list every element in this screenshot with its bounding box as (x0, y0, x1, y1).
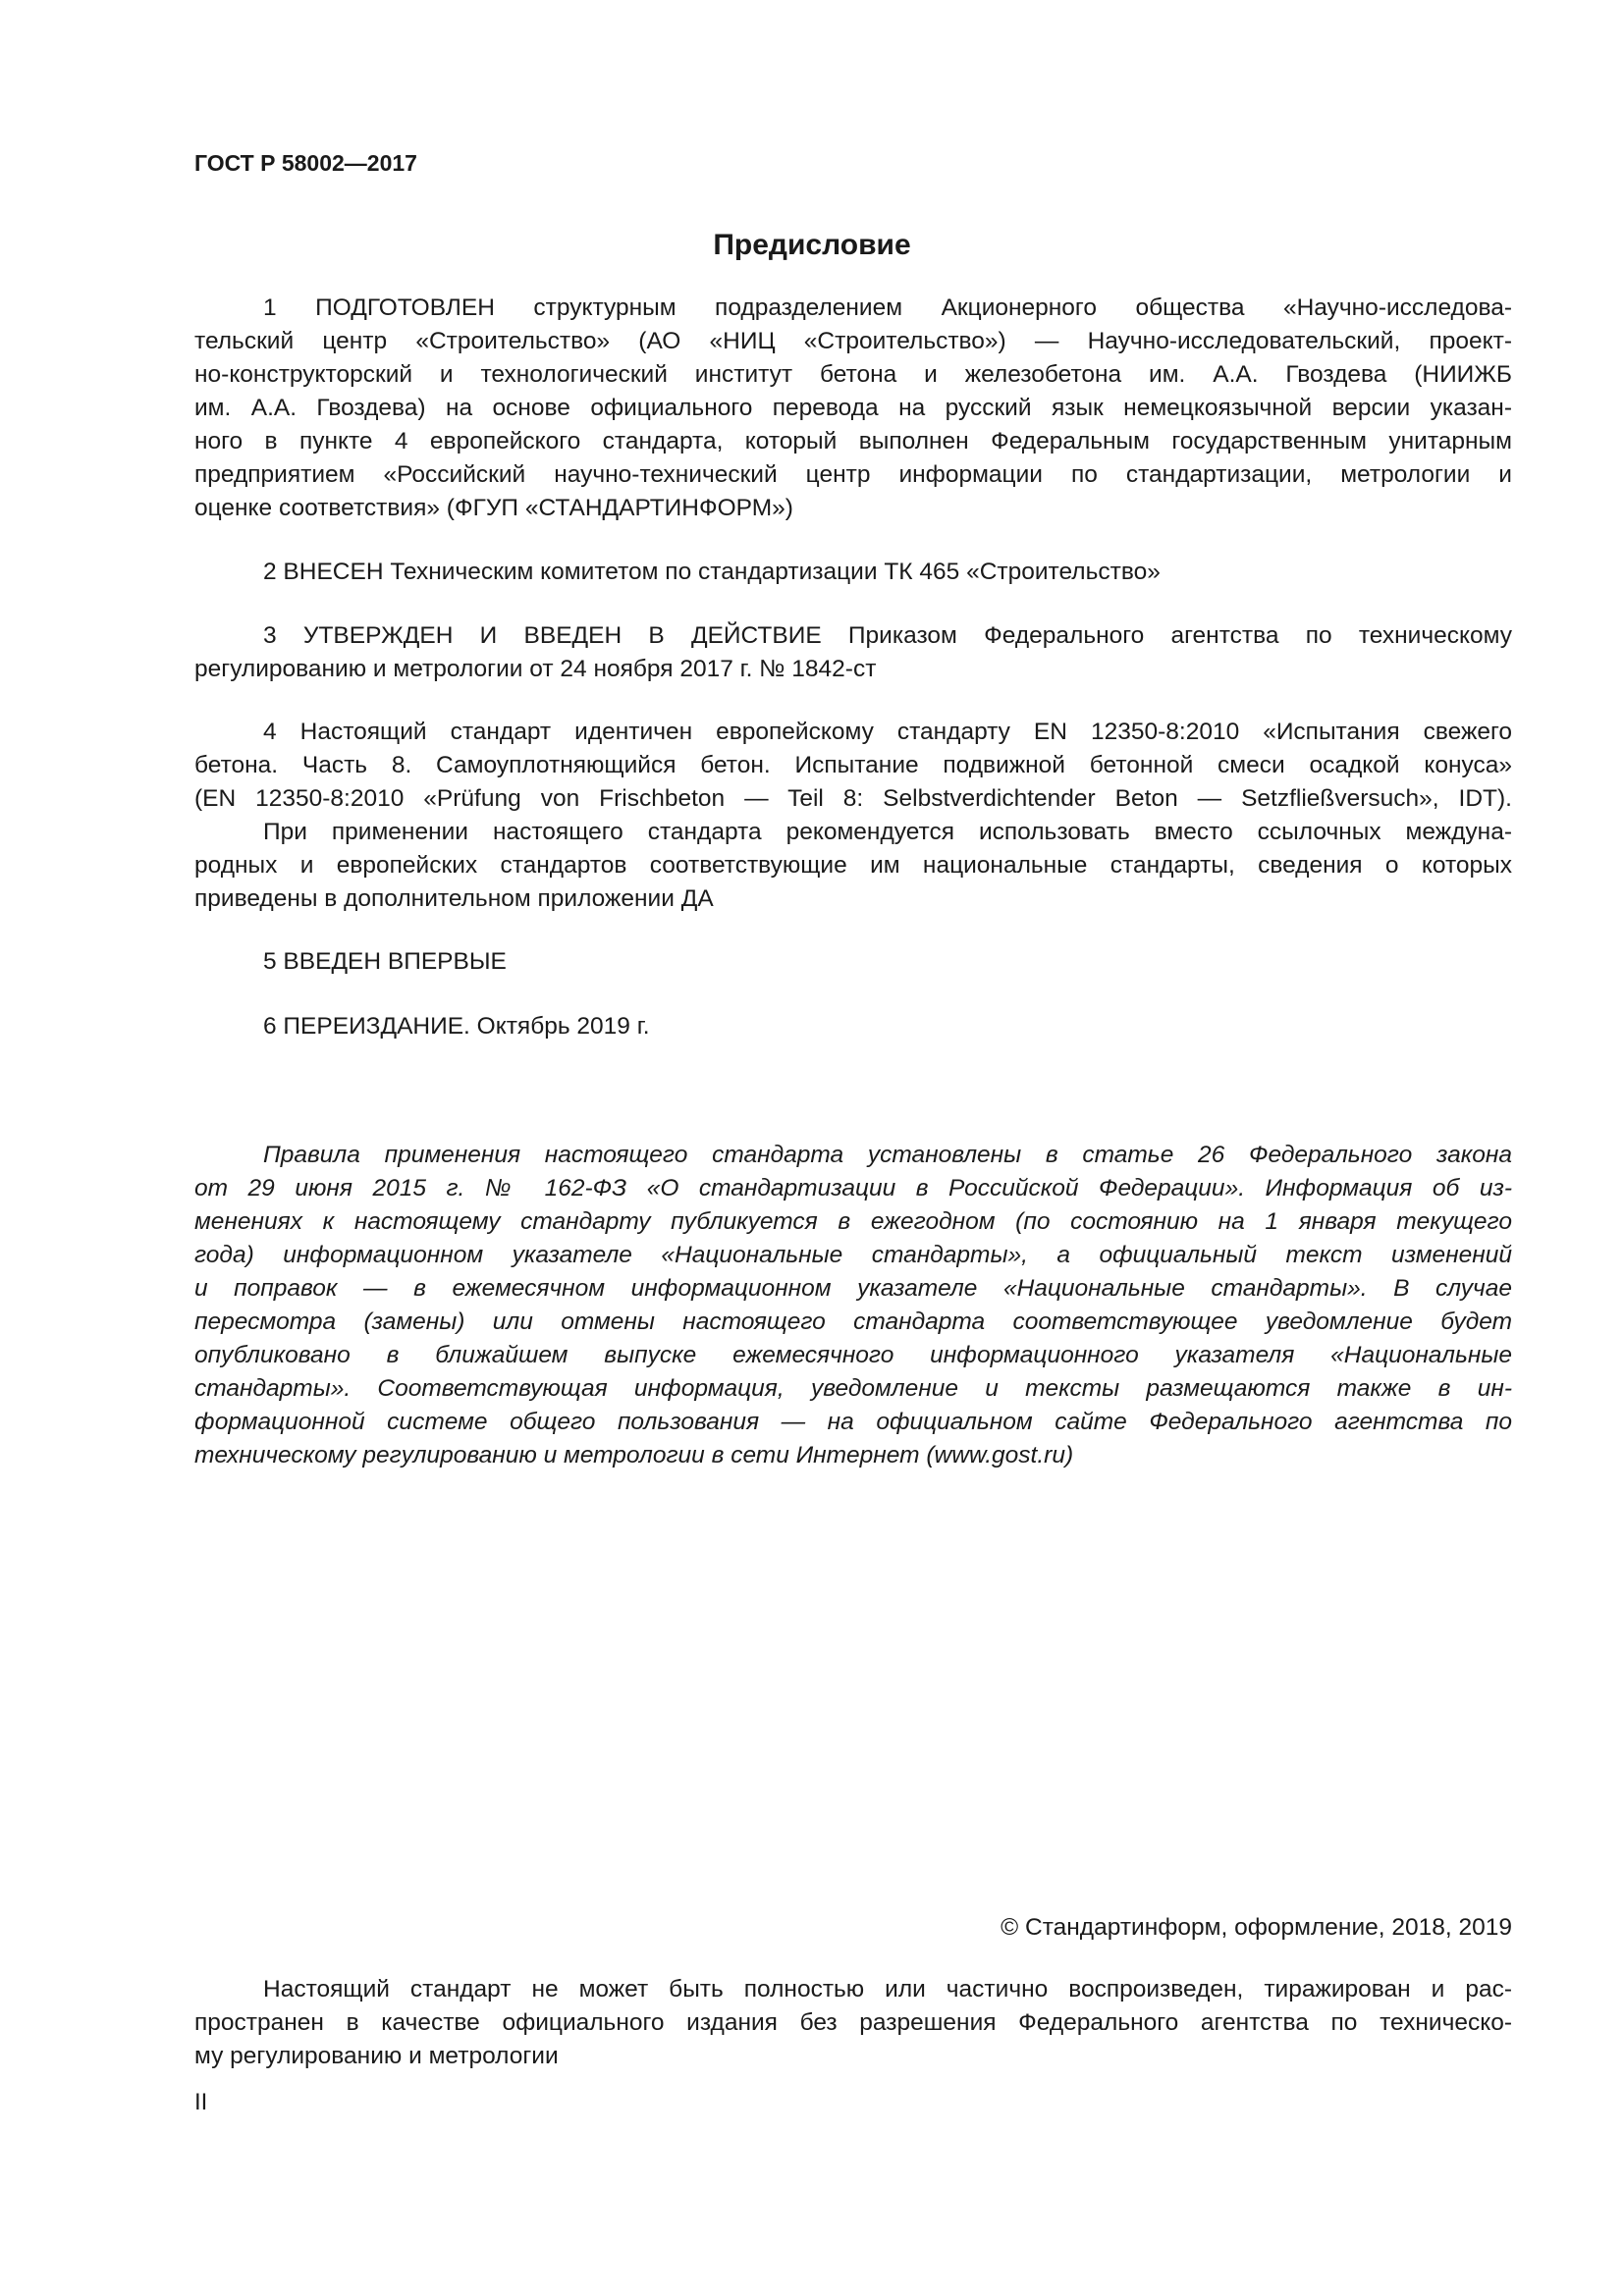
clause-2 (194, 556, 1512, 589)
text-line: формационной системе общего пользования — на официальном сайте Федерального агентства по (194, 1409, 1512, 1435)
reproduction-rights (194, 1973, 1512, 2073)
text-line: и поправок — в ежемесячном информационном указателе «Национальные стандарты». В случае (194, 1275, 1512, 1302)
text-line: Настоящий стандарт не может быть полностью или частично воспроизведен, тиражирован и рас- (263, 1976, 1512, 2002)
text-line: му регулированию и метрологии (194, 2043, 559, 2069)
clause-6 (194, 1010, 1512, 1043)
text-line: 5 ВВЕДЕН ВПЕРВЫЕ (263, 948, 507, 975)
text-line: оценке соответствия» (ФГУП «СТАНДАРТИНФОРМ») (194, 495, 793, 521)
text-line: менениях к настоящему стандарту публикуется в ежегодном (по состоянию на 1 января текущего (194, 1208, 1512, 1235)
page-number: II (194, 2089, 208, 2115)
clause-3 (194, 619, 1512, 686)
text-line: пространен в качестве официального издания без разрешения Федерального агентства по техническо- (194, 2009, 1512, 2036)
text-line: опубликовано в ближайшем выпуске ежемесячного информационного указателя «Национальные (194, 1342, 1512, 1368)
text-line: пересмотра (замены) или отмены настоящего стандарта соответствующее уведомление будет (194, 1308, 1512, 1335)
text-line: родных и европейских стандартов соответствующие им национальные стандарты, сведения о которых (194, 852, 1512, 879)
text-line: 1 ПОДГОТОВЛЕН структурным подразделением Акционерного общества «Научно-исследова- (263, 294, 1512, 321)
text-line: года) информационном указателе «Национальные стандарты», а официальный текст изменений (194, 1242, 1512, 1268)
text-line: техническому регулированию и метрологии в сети Интернет (www.gost.ru) (194, 1442, 1074, 1468)
text-line: 4 Настоящий стандарт идентичен европейскому стандарту EN 12350-8:2010 «Испытания свежего (263, 719, 1512, 745)
text-line: ного в пункте 4 европейского стандарта, который выполнен Федеральным государственным унитарным (194, 428, 1512, 454)
text-line: 6 ПЕРЕИЗДАНИЕ. Октябрь 2019 г. (263, 1013, 650, 1040)
clause-1 (194, 292, 1512, 525)
text-line: © Стандартинформ, оформление, 2018, 2019 (1001, 1914, 1512, 1941)
text-line: но-конструкторский и технологический институт бетона и железобетона им. А.А. Гвоздева (НИИЖБ (194, 361, 1512, 388)
clause-4 (194, 716, 1512, 916)
text-line: регулированию и метрологии от 24 ноября 2017 г. № 1842-ст (194, 656, 877, 682)
text-line: бетона. Часть 8. Самоуплотняющийся бетон. Испытание подвижной бетонной смеси осадкой конуса» (194, 752, 1512, 778)
document-id-header: ГОСТ Р 58002—2017 (194, 150, 417, 176)
application-notice (194, 1139, 1512, 1472)
text-line: При применении настоящего стандарта рекомендуется использовать вместо ссылочных междуна- (263, 819, 1512, 845)
text-line: предприятием «Российский научно-технический центр информации по стандартизации, метрологии и (194, 461, 1512, 488)
text-line: тельский центр «Строительство» (АО «НИЦ «Строительство») — Научно-исследовательский, проект- (194, 328, 1512, 354)
copyright-notice (194, 1911, 1512, 1945)
text-line: им. А.А. Гвоздева) на основе официального перевода на русский язык немецкоязычной версии указан- (194, 395, 1512, 421)
clause-5 (194, 945, 1512, 979)
text-line: стандарты». Соответствующая информация, уведомление и тексты размещаются также в ин- (194, 1375, 1512, 1402)
text-line: 3 УТВЕРЖДЕН И ВВЕДЕН В ДЕЙСТВИЕ Приказом Федерального агентства по техническому (263, 622, 1512, 649)
page-title: Предисловие (713, 229, 911, 261)
text-line: Правила применения настоящего стандарта установлены в статье 26 Федерального закона (263, 1142, 1512, 1168)
text-line: приведены в дополнительном приложении ДА (194, 885, 714, 912)
text-line: от 29 июня 2015 г. № 162-ФЗ «О стандартизации в Российской Федерации». Информация об из- (194, 1175, 1512, 1201)
text-line: 2 ВНЕСЕН Техническим комитетом по стандартизации ТК 465 «Строительство» (263, 559, 1161, 585)
text-line: (EN 12350-8:2010 «Prüfung von Frischbeton — Teil 8: Selbstverdichtender Beton — Setzfließversuch», IDT). (194, 785, 1512, 812)
